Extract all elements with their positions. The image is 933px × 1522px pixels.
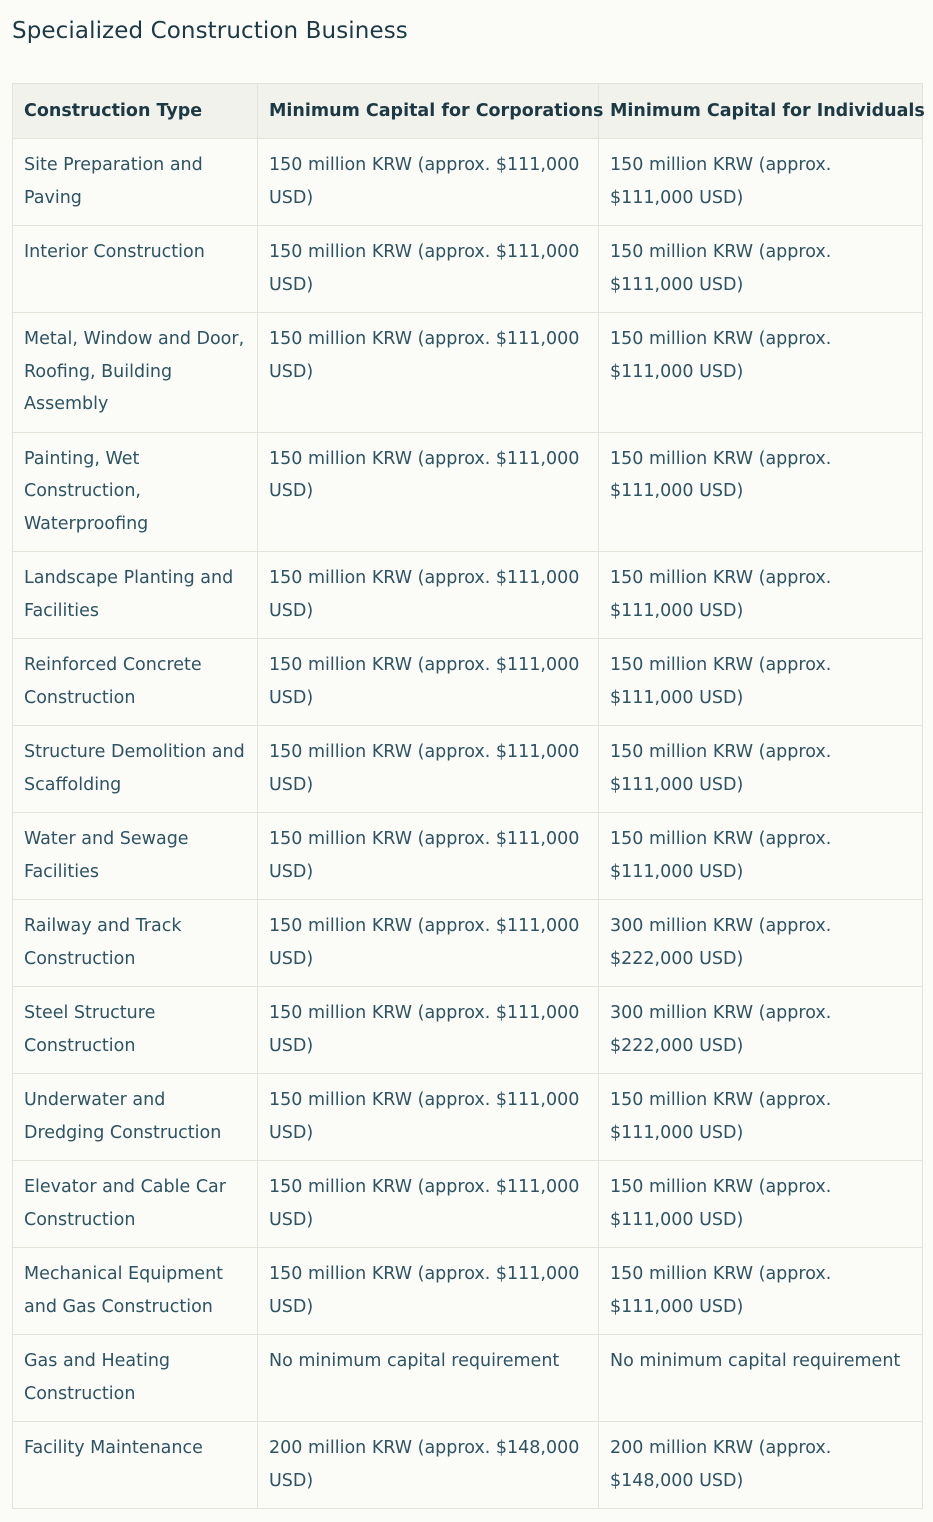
table-row	[13, 552, 923, 639]
capital-requirements-table	[12, 83, 923, 1509]
cell-capital-individuals: 150 million KRW (approx. $111,000 USD)	[599, 1248, 923, 1335]
cell-capital-corporations: 150 million KRW (approx. $111,000 USD)	[258, 139, 599, 226]
cell-construction-type: Elevator and Cable Car Construction	[13, 1161, 258, 1248]
cell-capital-corporations: 150 million KRW (approx. $111,000 USD)	[258, 313, 599, 433]
cell-construction-type: Painting, Wet Construction, Waterproofing	[13, 432, 258, 552]
table-row	[13, 313, 923, 433]
column-header-corporations: Minimum Capital for Corporations	[258, 84, 599, 139]
cell-capital-individuals: 150 million KRW (approx. $111,000 USD)	[599, 552, 923, 639]
cell-capital-individuals: 300 million KRW (approx. $222,000 USD)	[599, 900, 923, 987]
cell-capital-corporations: 150 million KRW (approx. $111,000 USD)	[258, 1161, 599, 1248]
table-row	[13, 987, 923, 1074]
cell-capital-corporations: 150 million KRW (approx. $111,000 USD)	[258, 639, 599, 726]
table-row	[13, 1422, 923, 1509]
cell-construction-type: Steel Structure Construction	[13, 987, 258, 1074]
cell-capital-individuals: No minimum capital requirement	[599, 1335, 923, 1422]
cell-capital-individuals: 150 million KRW (approx. $111,000 USD)	[599, 226, 923, 313]
table-row	[13, 1248, 923, 1335]
cell-capital-individuals: 300 million KRW (approx. $222,000 USD)	[599, 987, 923, 1074]
cell-capital-individuals: 200 million KRW (approx. $148,000 USD)	[599, 1422, 923, 1509]
cell-construction-type: Railway and Track Construction	[13, 900, 258, 987]
table-row	[13, 432, 923, 552]
cell-construction-type: Structure Demolition and Scaffolding	[13, 726, 258, 813]
cell-construction-type: Landscape Planting and Facilities	[13, 552, 258, 639]
table-row	[13, 813, 923, 900]
table-row	[13, 226, 923, 313]
table-container	[12, 83, 925, 1509]
cell-capital-corporations: 200 million KRW (approx. $148,000 USD)	[258, 1422, 599, 1509]
cell-construction-type: Gas and Heating Construction	[13, 1335, 258, 1422]
cell-construction-type: Reinforced Concrete Construction	[13, 639, 258, 726]
cell-capital-corporations: 150 million KRW (approx. $111,000 USD)	[258, 726, 599, 813]
cell-capital-individuals: 150 million KRW (approx. $111,000 USD)	[599, 639, 923, 726]
cell-construction-type: Interior Construction	[13, 226, 258, 313]
cell-capital-individuals: 150 million KRW (approx. $111,000 USD)	[599, 726, 923, 813]
cell-capital-individuals: 150 million KRW (approx. $111,000 USD)	[599, 313, 923, 433]
cell-construction-type: Metal, Window and Door, Roofing, Building Assembly	[13, 313, 258, 433]
cell-capital-corporations: 150 million KRW (approx. $111,000 USD)	[258, 813, 599, 900]
cell-capital-individuals: 150 million KRW (approx. $111,000 USD)	[599, 139, 923, 226]
cell-construction-type: Mechanical Equipment and Gas Construction	[13, 1248, 258, 1335]
cell-construction-type: Water and Sewage Facilities	[13, 813, 258, 900]
cell-construction-type: Site Preparation and Paving	[13, 139, 258, 226]
table-row	[13, 726, 923, 813]
cell-construction-type: Underwater and Dredging Construction	[13, 1074, 258, 1161]
table-row	[13, 639, 923, 726]
table-row	[13, 1074, 923, 1161]
cell-capital-individuals: 150 million KRW (approx. $111,000 USD)	[599, 432, 923, 552]
table-row	[13, 900, 923, 987]
cell-capital-corporations: 150 million KRW (approx. $111,000 USD)	[258, 1248, 599, 1335]
column-header-individuals: Minimum Capital for Individuals	[599, 84, 923, 139]
table-row	[13, 1335, 923, 1422]
cell-capital-corporations: 150 million KRW (approx. $111,000 USD)	[258, 432, 599, 552]
cell-capital-corporations: 150 million KRW (approx. $111,000 USD)	[258, 900, 599, 987]
table-row	[13, 139, 923, 226]
cell-construction-type: Facility Maintenance	[13, 1422, 258, 1509]
column-header-construction-type: Construction Type	[13, 84, 258, 139]
cell-capital-individuals: 150 million KRW (approx. $111,000 USD)	[599, 1074, 923, 1161]
cell-capital-corporations: 150 million KRW (approx. $111,000 USD)	[258, 552, 599, 639]
cell-capital-corporations: 150 million KRW (approx. $111,000 USD)	[258, 226, 599, 313]
cell-capital-corporations: 150 million KRW (approx. $111,000 USD)	[258, 987, 599, 1074]
cell-capital-individuals: 150 million KRW (approx. $111,000 USD)	[599, 813, 923, 900]
cell-capital-individuals: 150 million KRW (approx. $111,000 USD)	[599, 1161, 923, 1248]
page-title: Specialized Construction Business	[12, 18, 408, 44]
table-header-row	[13, 84, 923, 139]
cell-capital-corporations: 150 million KRW (approx. $111,000 USD)	[258, 1074, 599, 1161]
cell-capital-corporations: No minimum capital requirement	[258, 1335, 599, 1422]
table-row	[13, 1161, 923, 1248]
